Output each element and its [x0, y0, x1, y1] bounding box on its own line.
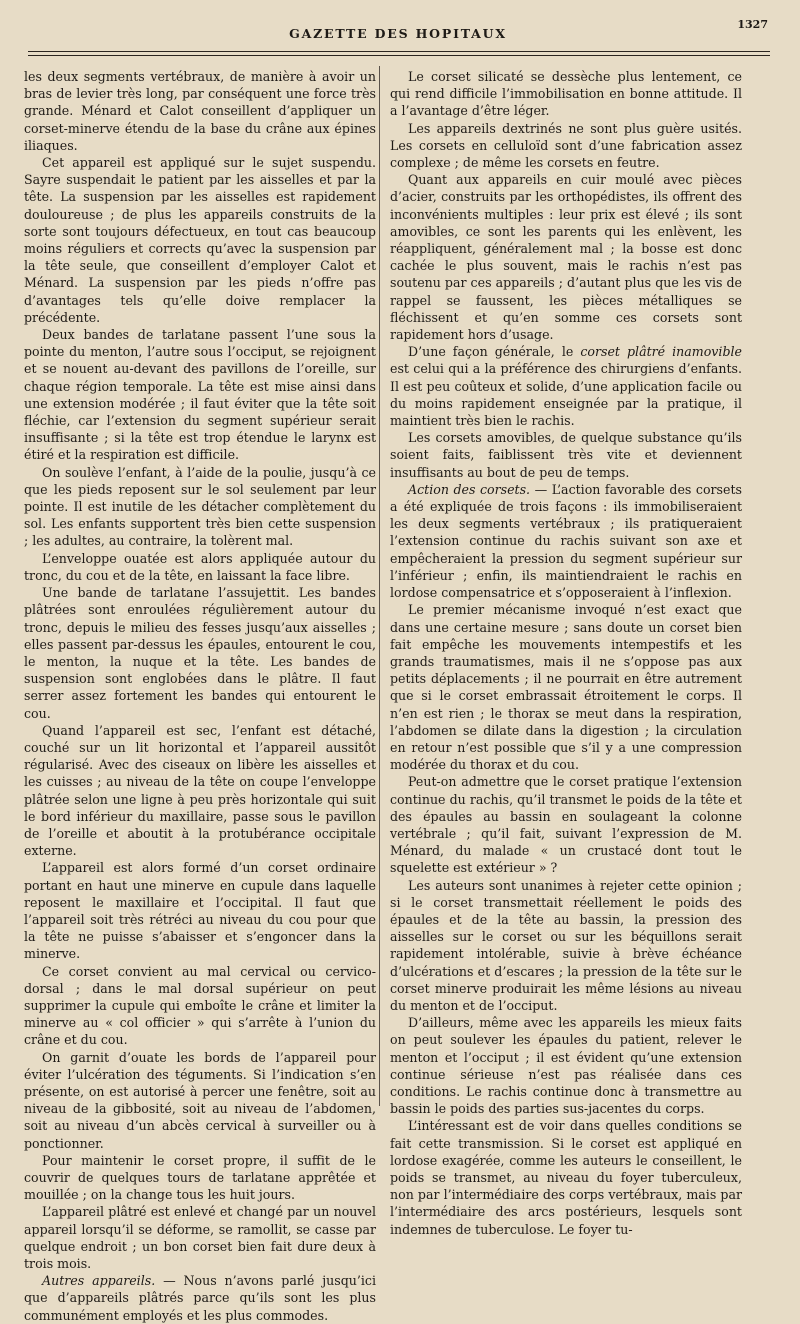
paragraph: Les appareils dextrinés ne sont plus guère usités. Les corsets en celluloïd sont d’une fabrication assez complexe ; de même les corsets en feutre. [390, 120, 742, 171]
paragraph: Quand l’appareil est sec, l’enfant est détaché, couché sur un lit horizontal et l’appareil aussitôt régularisé. Avec des ciseaux on libère les aisselles et les cuisses ; au niveau de la tête on coupe l’enveloppe plâtrée selon une ligne à peu près horizontale qui suit le bord inférieur du maxillaire, passe sous le pavillon de l’oreille et aboutit à la protubérance occipitale externe. [24, 722, 376, 859]
paragraph: Une bande de tarlatane l’assujettit. Les bandes plâtrées sont enroulées régulièrement autour du tronc, depuis le milieu des fesses jusqu’aux aisselles ; elles passent par-dessus les épaules, entourent le cou, le menton, la nuque et la tête. Les bandes de suspension sont englobées dans le plâtre. Il faut serrer assez fortement les bandes qui entourent le cou. [24, 585, 376, 721]
running-title: GAZETTE DES HOPITAUX [289, 26, 507, 41]
paragraph: Les corsets amovibles, de quelque substance qu’ils soient faits, faiblissent très vite et deviennent insuffisants au bout de peu de temps. [390, 430, 742, 480]
paragraph: Peut-on admettre que le corset pratique l’extension continue du rachis, qu’il transmet le poids de la tête et des épaules au bassin en soulageant la colonne vertébrale ; qu’il fait, suivant l’expression de M. Ménard, du malade « un crustacé dont tout le squelette est extérieur » ? [390, 774, 742, 876]
paragraph: Le corset silicaté se dessèche plus lentement, ce qui rend difficile l’immobilisation en bonne attitude. Il a l’avantage d’être léger. [390, 69, 742, 119]
header-rule [28, 51, 770, 52]
paragraph-text: D’une façon générale, le [408, 344, 581, 360]
paragraph-text: est celui qui a la préférence des chirurgiens d’enfants. Il est peu coûteux et solide, d’une application facile ou du moins rapidement enseignée par la pratique, il maintient très bien le rachis. [390, 361, 742, 429]
paragraph: L’appareil est alors formé d’un corset ordinaire portant en haut une minerve en cupule dans laquelle reposent le maxillaire et l’occipital. Il faut que l’appareil soit très rétréci au niveau du cou pour que la tête ne puisse s’abaisser et s’engoncer dans la minerve. [24, 860, 376, 962]
paragraph: Deux bandes de tarlatane passent l’une sous la pointe du menton, l’autre sous l’occiput, se rejoignent et se nouent au-devant des pavillons de l’oreille, sur chaque région temporale. La tête est mise ainsi dans une extension modérée ; il faut éviter que la tête soit fléchie, car l’extension du segment supérieur serait insuffisante ; si la tête est trop étendue le larynx est étiré et la respiration est difficile. [24, 327, 376, 463]
paragraph: L’appareil plâtré est enlevé et changé par un nouvel appareil lorsqu’il se déforme, se ramollit, se casse par quelque endroit ; un bon corset bien fait dure deux à trois mois. [24, 1204, 376, 1272]
paragraph [390, 481, 742, 601]
paragraph [24, 1272, 376, 1324]
page-header [28, 18, 768, 48]
paragraph: On soulève l’enfant, à l’aide de la poulie, jusqu’à ce que les pieds reposent sur le sol seulement par leur pointe. Il est inutile de les détacher complètement du sol. Les enfants supportent très bien cette suspension ; les adultes, au contraire, la tolèrent mal. [24, 464, 376, 549]
paragraph: On garnit d’ouate les bords de l’appareil pour éviter l’ulcération des téguments. Si l’indication s’en présente, on est autorisé à percer une fenêtre, soit au niveau de la gibbosité, soit au niveau de l’abdomen, soit au niveau d’un abcès cervical à surveiller ou à ponctionner. [24, 1049, 376, 1151]
paragraph [390, 343, 742, 429]
paragraph: les deux segments vertébraux, de manière à avoir un bras de levier très long, par conséquent une force très grande. Ménard et Calot conseillent d’appliquer un corset-minerve étendu de la base du crâne aux épines iliaques. [24, 69, 376, 153]
italic-term: corset plâtré inamovible [580, 344, 742, 360]
paragraph-text: — L’action favorable des corsets a été expliquée de trois façons : ils immobiliseraient les deux segments vertébraux ; ils pratiqueraient l’extension continue du rachis suivant son axe et empêcheraient la pression du segment supérieur sur l’inférieur ; enfin, ils maintiendraient le rachis en lordose compensatrice et s’opposeraient à l’inflexion. [390, 481, 742, 601]
paragraph: Le premier mécanisme invoqué n’est exact que dans une certaine mesure ; sans doute un corset bien fait empêche les mouvements intempestifs et les grands traumatismes, mais il ne s’oppose pas aux petits déplacements ; il ne pourrait en être autrement que si le corset embrassait étroitement le corps. Il n’en est rien ; le thorax se meut dans la respiration, l’abdomen se dilate dans la digestion ; la circulation en retour n’est possible que s’il y a une compression modérée du thorax et du cou. [390, 602, 742, 773]
paragraph: L’enveloppe ouatée est alors appliquée autour du tronc, du cou et de la tête, en laissant la face libre. [24, 550, 376, 583]
right-column [390, 68, 742, 1238]
page-number: 1327 [737, 18, 768, 31]
header-rule-thin [28, 55, 770, 56]
section-run-in-heading: Action des corsets. [408, 481, 531, 497]
paragraph: D’ailleurs, même avec les appareils les mieux faits on peut soulever les épaules du patient, relever le menton et l’occiput ; il est évident qu’une extension continue sérieuse n’est pas réalisée dans ces conditions. Le rachis continue donc à transmettre au bassin le poids des parties sus-jacentes du corps. [390, 1015, 742, 1117]
column-divider [379, 66, 380, 1106]
paragraph: Les auteurs sont unanimes à rejeter cette opinion ; si le corset transmettait réellement le poids des épaules et de la tête au bassin, la pression des aisselles sur le corset ou sur les béquillons serait rapidement intolérable, suivie à brève échéance d’ulcérations et d’escares ; la pression de la tête sur le corset minerve produirait les même lésions au niveau du menton et de l’occiput. [390, 877, 742, 1013]
paragraph: Ce corset convient au mal cervical ou cervico-dorsal ; dans le mal dorsal supérieur on peut supprimer la cupule qui emboîte le crâne et limiter la minerve au « col officier » qui s’arrête à l’union du crâne et du cou. [24, 963, 376, 1048]
left-column [24, 68, 376, 1324]
section-run-in-heading: Autres appareils. [42, 1273, 156, 1289]
paragraph: Quant aux appareils en cuir moulé avec pièces d’acier, construits par les orthopédistes, ils offrent des inconvénients multiples : leur prix est élevé ; ils sont amovibles, ce sont les parents qui les enlèvent, les réappliquent, généralement mal ; la bosse est donc cachée le plus souvent, mais le rachis n’est pas soutenu par ces appareils ; d’autant plus que les vis de rappel se faussent, les pièces métalliques se fléchissent et qu’en somme ces corsets sont rapidement hors d’usage. [390, 172, 742, 343]
paragraph-text: — Nous n’avons parlé jusqu’ici que d’appareils plâtrés parce qu’ils sont les plus communément employés et les plus commodes. [24, 1273, 376, 1323]
paragraph: Pour maintenir le corset propre, il suffit de le couvrir de quelques tours de tarlatane apprêtée et mouillée ; on la change tous les huit jours. [24, 1152, 376, 1203]
paragraph: Cet appareil est appliqué sur le sujet suspendu. Sayre suspendait le patient par les aisselles et par la tête. La suspension par les aisselles est rapidement douloureuse ; de plus les appareils construits de la sorte sont toujours défectueux, en tout cas beaucoup moins réguliers et corrects qu’avec la suspension par la tête seule, que conseillent d’employer Calot et Ménard. La suspension par les pieds n’offre pas d’avantages tels qu’elle doive remplacer la précédente. [24, 155, 376, 325]
paragraph: L’intéressant est de voir dans quelles conditions se fait cette transmission. Si le corset est appliqué en lordose exagérée, comme les auteurs le conseillent, le poids se transmet, au niveau du foyer tuberculeux, non par l’intermédiaire des corps vertébraux, mais par l’intermédiaire des arcs postérieurs, lesquels sont indemnes de tuberculose. Le foyer tu- [390, 1118, 742, 1237]
